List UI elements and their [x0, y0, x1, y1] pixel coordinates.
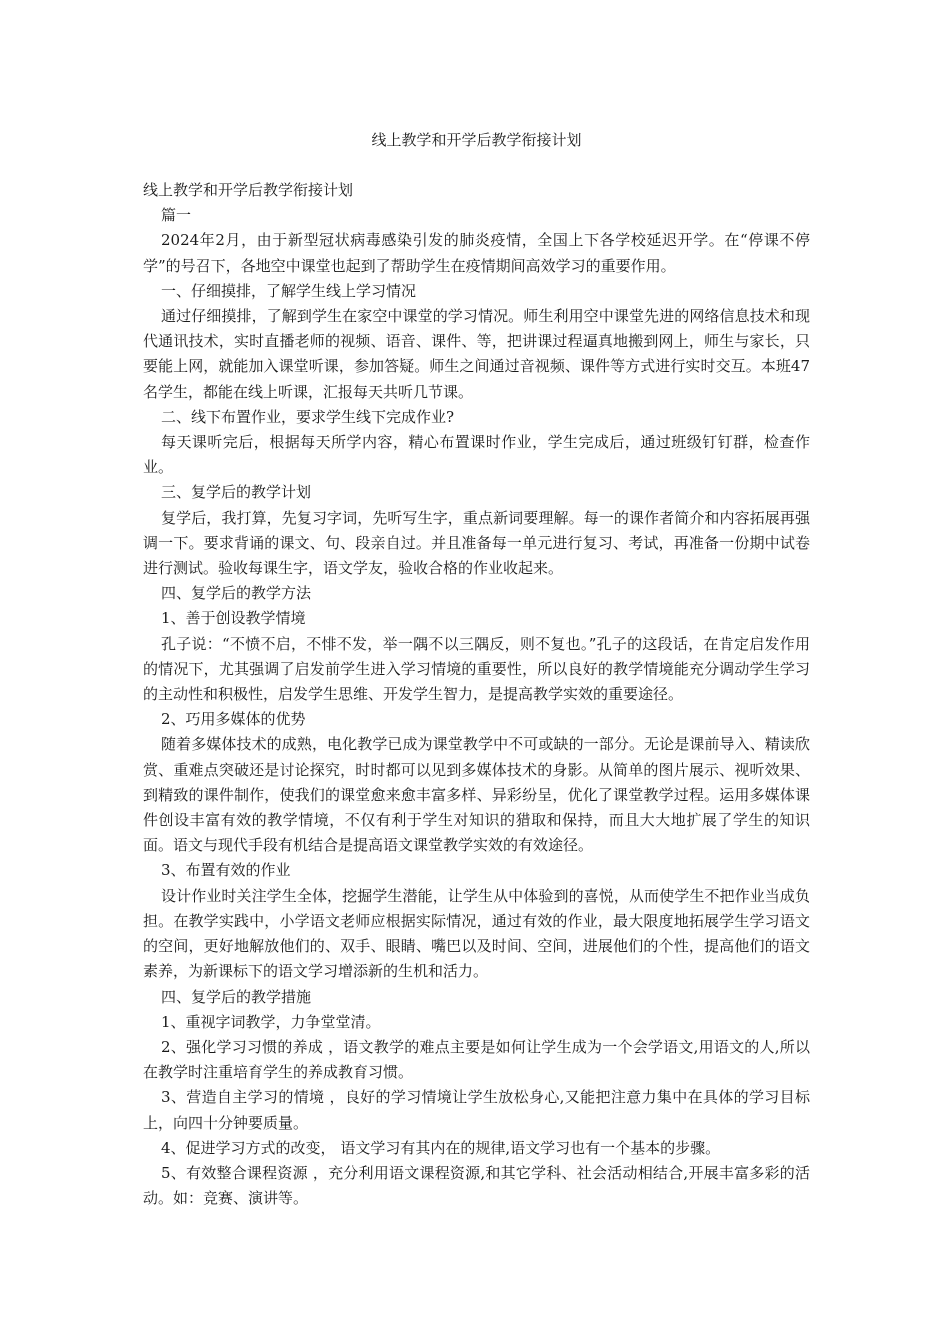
paragraph: 每天课听完后，根据每天所学内容，精心布置课时作业，学生完成后，通过班级钉钉群，检查作业。 [143, 433, 810, 477]
paragraph: 2024年2月，由于新型冠状病毒感染引发的肺炎疫情，全国上下各学校延迟开学。在“停课不停学”的号召下，各地空中课堂也起到了帮助学生在疫情期间高效学习的重要作用。 [143, 231, 810, 275]
paragraph: 三、复学后的教学计划 [161, 483, 312, 502]
paragraph: 1、重视字词教学，力争堂堂清。 [161, 1012, 381, 1031]
paragraph: 四、复学后的教学措施 [161, 987, 312, 1006]
paragraph: 二、线下布置作业，要求学生线下完成作业? [161, 407, 455, 426]
document-body [143, 178, 810, 1211]
paragraph: 四、复学后的教学方法 [161, 584, 312, 603]
paragraph: 通过仔细摸排，了解到学生在家空中课堂的学习情况。师生利用空中课堂先进的网络信息技术和现代通讯技术，实时直播老师的视频、语音、课件、等，把讲课过程逼真地搬到网上，师生与家长，只要能上网，就能加入课堂听课，参加答疑。师生之间通过音视频、课件等方式进行实时交互。本班47名学生，都能在线上听课，汇报每天共听几节课。 [143, 307, 810, 401]
paragraph: 3、营造自主学习的情境 ，良好的学习情境让学生放松身心,又能把注意力集中在具体的学习目标上，向四十分钟要质量。 [143, 1088, 810, 1132]
paragraph: 孔子说：“不愤不启，不悱不发，举一隅不以三隅反，则不复也。”孔子的这段话，在肯定启发作用的情况下，尤其强调了启发前学生进入学习情境的重要性，所以良好的教学情境能充分调动学生学习的主动性和积极性，启发学生思维、开发学生智力，是提高教学实效的重要途径。 [143, 634, 810, 704]
paragraph: 复学后，我打算，先复习字词，先听写生字，重点新词要理解。每一的课作者简介和内容拓展再强调一下。要求背诵的课文、句、段亲自过。并且准备每一单元进行复习、考试，再准备一份期中试卷进行测试。验收每课生字，语文学友，验收合格的作业收起来。 [143, 508, 810, 578]
paragraph: 设计作业时关注学生全体，挖掘学生潜能，让学生从中体验到的喜悦，从而使学生不把作业当成负担。在教学实践中，小学语文老师应根据实际情况，通过有效的作业，最大限度地拓展学生学习语文的空间，更好地解放他们的、双手、眼睛、嘴巴以及时间、空间，进展他们的个性，提高他们的语文素养，为新课标下的语文学习增添新的生机和活力。 [143, 886, 810, 981]
paragraph: 一、仔细摸排，了解学生线上学习情况 [161, 281, 417, 300]
paragraph: 线上教学和开学后教学衔接计划 [143, 181, 354, 199]
paragraph: 5、有效整合课程资源 ，充分利用语文课程资源,和其它学科、社会活动相结合,开展丰富多彩的活动。如：竞赛、演讲等。 [143, 1163, 810, 1208]
paragraph: 随着多媒体技术的成熟，电化教学已成为课堂教学中不可或缺的一部分。无论是课前导入、精读欣赏、重难点突破还是讨论探究，时时都可以见到多媒体技术的身影。从简单的图片展示、视听效果、到精致的课件制作，使我们的课堂愈来愈丰富多样、异彩纷呈，优化了课堂教学过程。运用多媒体课件创设丰富有效的教学情境，不仅有利于学生对知识的猎取和保持，而且大大地扩展了学生的知识面。语文与现代手段有机结合是提高语文课堂教学实效的有效途径。 [143, 735, 810, 855]
document-title: 线上教学和开学后教学衔接计划 [371, 131, 582, 149]
paragraph: 1、善于创设教学情境 [161, 609, 306, 628]
paragraph: 篇一 [161, 206, 192, 225]
paragraph: 2、巧用多媒体的优势 [161, 710, 306, 729]
paragraph: 4、促进学习方式的改变， 语文学习有其内在的规律,语文学习也有一个基本的步骤。 [161, 1138, 721, 1157]
paragraph: 3、布置有效的作业 [161, 861, 291, 880]
paragraph: 2、强化学习习惯的养成 ，语文教学的难点主要是如何让学生成为一个会学语文,用语文的人,所以在教学时注重培育学生的养成教育习惯。 [143, 1037, 810, 1082]
